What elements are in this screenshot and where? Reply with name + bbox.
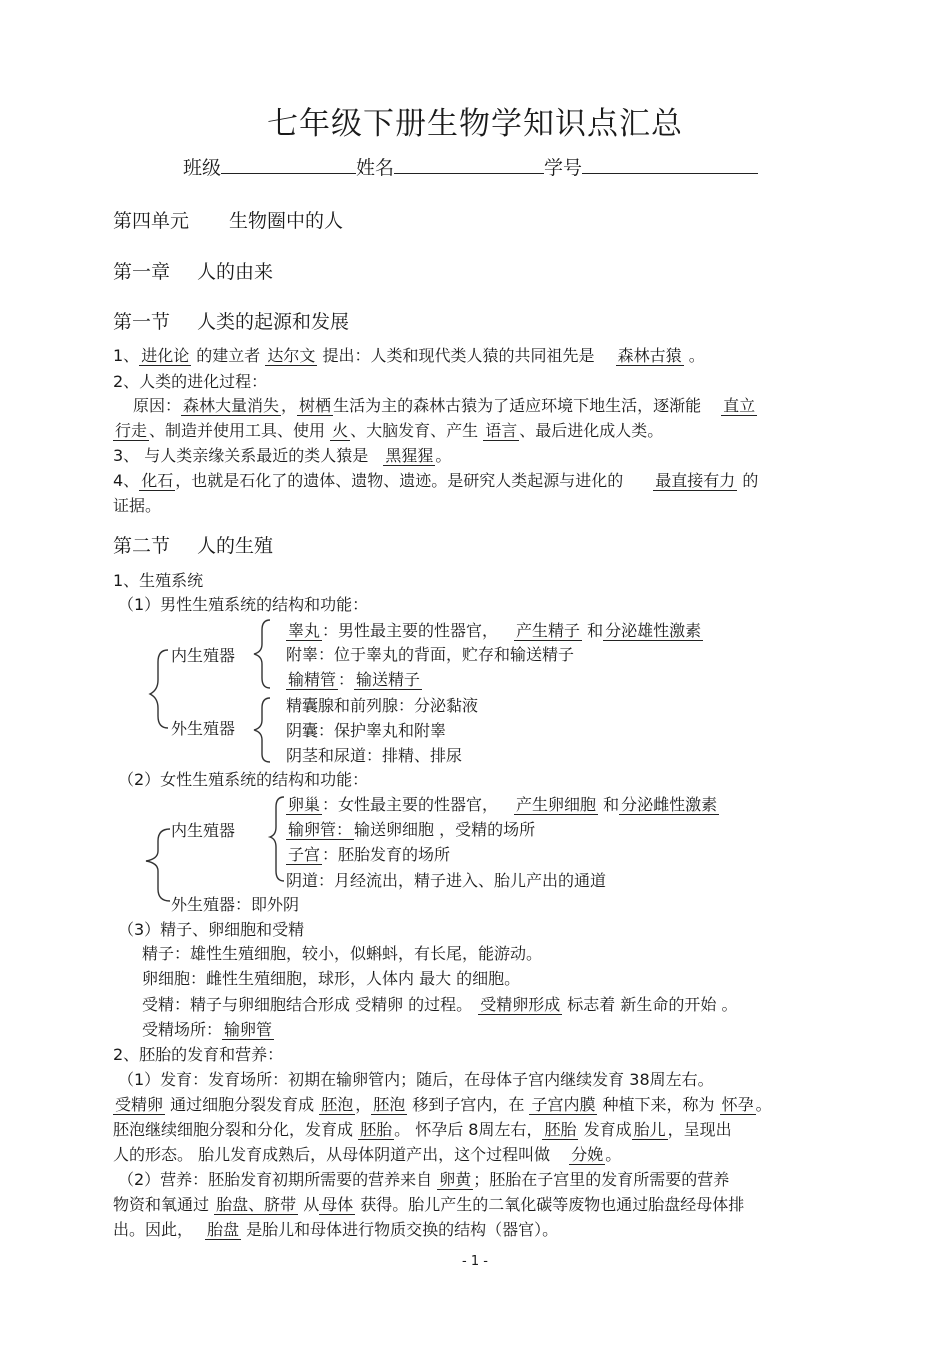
paragraph-fossil-cont: 证据。 <box>113 496 162 515</box>
answer-embryo-2: 胚胎 <box>544 1120 577 1139</box>
answer-fetus: 胎儿 <box>633 1120 666 1139</box>
answer-blastocyst-2: 胚泡 <box>373 1095 406 1114</box>
answer-most-direct: 最直接有力 <box>655 471 736 490</box>
male-system-brace-diagram <box>146 616 286 766</box>
section2-heading <box>113 531 273 558</box>
answer-produce-sperm: 产生精子 <box>516 621 581 640</box>
answer-vas-deferens: 输精管 <box>288 670 337 689</box>
answer-placenta: 胎盘 <box>207 1220 240 1239</box>
male-external-label: 外生殖器 <box>171 719 236 738</box>
paragraph-evolution-cause: 原因： 森林大量消失 ， 树栖 生活为主的森林古猿为了适应环境下地生活，逐渐能 直立 <box>133 396 756 415</box>
name-label: 姓名 <box>356 157 395 179</box>
unit-label: 第四单元 <box>113 210 190 232</box>
answer-blastocyst: 胚泡 <box>321 1095 354 1114</box>
document-title: 七年级下册生物学知识点汇总 <box>267 106 683 142</box>
answer-testis: 睾丸 <box>288 621 321 640</box>
embryo-line-3: 胚泡继续细胞分裂和分化，发育成 胚胎 。 怀孕后 8周左右， 胚胎 发育成 胎儿 ，呈现出 <box>113 1120 732 1139</box>
female-internal-brace <box>270 797 284 881</box>
id-blank[interactable] <box>582 155 758 174</box>
name-blank[interactable] <box>394 155 544 174</box>
answer-evolution-theory: 进化论 <box>141 346 190 365</box>
paragraph-closest-ape: 3、 与人类亲缘关系最近的类人猿是 黑猩猩 。 <box>113 446 452 465</box>
class-blank[interactable] <box>221 155 356 174</box>
male-epididymis-line: 附睾：位于睾丸的背面，贮存和输送精子 <box>286 645 575 664</box>
reproductive-system-heading: 1、生殖系统 <box>113 571 204 590</box>
id-label: 学号 <box>544 157 583 179</box>
female-tube-line: 输卵管： 输送卵细胞 ，受精的场所 <box>288 820 536 839</box>
male-external-brace <box>254 698 270 762</box>
answer-walking: 行走 <box>115 421 148 440</box>
section1-heading <box>113 307 349 334</box>
sperm-line: 精子：雄性生殖细胞，较小，似蝌蚪，有长尾，能游动。 <box>142 944 543 963</box>
embryo-heading: 2、胚胎的发育和营养： <box>113 1045 284 1064</box>
answer-childbirth: 分娩 <box>571 1145 604 1164</box>
female-outer-brace <box>146 829 170 901</box>
female-internal-label: 内生殖器 <box>171 821 236 840</box>
answer-language: 语言 <box>485 421 518 440</box>
paragraph-evolution-process: 2、人类的进化过程： <box>113 372 268 391</box>
unit-name: 生物圈中的人 <box>229 210 344 232</box>
answer-ovary: 卵巢 <box>288 795 321 814</box>
answer-oviduct: 输卵管： <box>288 820 353 839</box>
unit-heading <box>113 206 343 233</box>
egg-line: 卵细胞：雌性生殖细胞，球形，人体内 最大 的细胞。 <box>142 969 521 988</box>
chapter-label: 第一章 <box>113 261 171 283</box>
section2-name: 人的生殖 <box>197 535 274 557</box>
male-scrotum-line: 阴囊：保护睾丸和附睾 <box>286 721 447 740</box>
male-glands-line: 精囊腺和前列腺：分泌黏液 <box>286 696 479 715</box>
answer-pregnancy: 怀孕 <box>721 1095 754 1114</box>
embryo-line-4: 人的形态。 胎儿发育成熟后，从母体阴道产出，这个过程叫做 分娩 。 <box>113 1145 622 1164</box>
paragraph-fossil: 4、 化石 ，也就是石化了的遗体、遗物、遗迹。是研究人类起源与进化的 最直接有力 的 <box>113 471 759 490</box>
male-outer-brace <box>150 650 168 728</box>
page-number: - 1 - <box>462 1254 488 1269</box>
answer-produce-egg: 产生卵细胞 <box>516 795 597 814</box>
female-ovary-line: 卵巢 ：女性最主要的性器官， 产生卵细胞 和 分泌雌性激素 <box>288 795 718 814</box>
fertilization-line: 受精：精子与卵细胞结合形成 受精卵 的过程。 受精卵形成 标志着 新生命的开始 。 <box>142 995 738 1014</box>
male-vas-line: 输精管 ： 输送精子 <box>288 670 421 689</box>
female-system-heading: （2）女性生殖系统的结构和功能： <box>118 770 369 789</box>
female-vagina-line: 阴道：月经流出，精子进入、胎儿产出的通道 <box>286 871 607 890</box>
nutrition-line-1: （2）营养：胚胎发育初期所需要的营养来自 卵黄 ；胚胎在子宫里的发育所需要的营养 <box>118 1170 730 1189</box>
section1-label: 第一节 <box>113 311 171 333</box>
student-info-line <box>183 153 758 180</box>
answer-male-hormone: 分泌雄性激素 <box>605 621 702 640</box>
answer-fossil: 化石 <box>141 471 174 490</box>
answer-dryopithecus: 森林古猿 <box>617 346 682 365</box>
answer-endometrium: 子宫内膜 <box>531 1095 596 1114</box>
paragraph-evolution-cause-cont: 行走 、制造并使用工具、使用 火 、大脑发育、产生 语言 、最后进化成人类。 <box>115 421 664 440</box>
answer-fire: 火 <box>332 421 349 440</box>
answer-female-hormone: 分泌雌性激素 <box>621 795 718 814</box>
embryo-line-2: 受精卵 通过细胞分裂发育成 胚泡 ， 胚泡 移到子宫内，在 子宫内膜 种植下来，称为 怀孕 。 <box>115 1095 772 1114</box>
male-internal-brace <box>254 620 270 688</box>
male-system-heading: （1）男性生殖系统的结构和功能： <box>118 595 369 614</box>
embryo-development-line: （1）发育：发育场所：初期在输卵管内；随后，在母体子宫内继续发育 38周左右。 <box>118 1070 714 1089</box>
female-uterus-line: 子宫 ：胚胎发育的场所 <box>288 845 451 864</box>
male-internal-label: 内生殖器 <box>171 646 236 665</box>
class-label: 班级 <box>183 157 222 179</box>
answer-placenta-cord: 胎盘、脐带 <box>216 1195 297 1214</box>
answer-uterus: 子宫 <box>288 845 321 864</box>
nutrition-line-3: 出。因此， 胎盘 是胎儿和母体进行物质交换的结构（器官）。 <box>113 1220 559 1239</box>
answer-zygote: 受精卵 <box>115 1095 164 1114</box>
paragraph-evolution-theory: 1、 进化论 的建立者 达尔文 提出：人类和现代类人猿的共同祖先是 森林古猿 。 <box>113 346 705 365</box>
answer-embryo: 胚胎 <box>360 1120 393 1139</box>
section2-label: 第二节 <box>113 535 171 557</box>
chapter-heading <box>113 257 273 284</box>
answer-yolk: 卵黄 <box>439 1170 472 1189</box>
answer-transport-sperm: 输送精子 <box>356 670 421 689</box>
nutrition-line-2: 物资和氧通过 胎盘、脐带 从 母体 获得。胎儿产生的二氧化碳等废物也通过胎盘经母体排 <box>113 1195 745 1214</box>
chapter-name: 人的由来 <box>197 261 274 283</box>
answer-fertilization-site: 输卵管 <box>224 1020 273 1039</box>
fertilization-site-line: 受精场所： 输卵管 <box>142 1020 273 1039</box>
answer-zygote-formation: 受精卵形成 <box>480 995 561 1014</box>
male-penis-line: 阴茎和尿道：排精、排尿 <box>286 746 463 765</box>
female-external-label: 外生殖器：即外阴 <box>171 895 300 914</box>
male-testis-line: 睾丸 ：男性最主要的性器官， 产生精子 和 分泌雄性激素 <box>288 621 702 640</box>
answer-darwin: 达尔文 <box>267 346 316 365</box>
cells-heading: （3）精子、卵细胞和受精 <box>118 920 305 939</box>
answer-upright: 直立 <box>723 396 756 415</box>
answer-arboreal: 树栖 <box>299 396 332 415</box>
answer-forest-loss: 森林大量消失 <box>183 396 280 415</box>
answer-chimpanzee: 黑猩猩 <box>385 446 434 465</box>
section1-name: 人类的起源和发展 <box>197 311 350 333</box>
answer-mother: 母体 <box>321 1195 354 1214</box>
